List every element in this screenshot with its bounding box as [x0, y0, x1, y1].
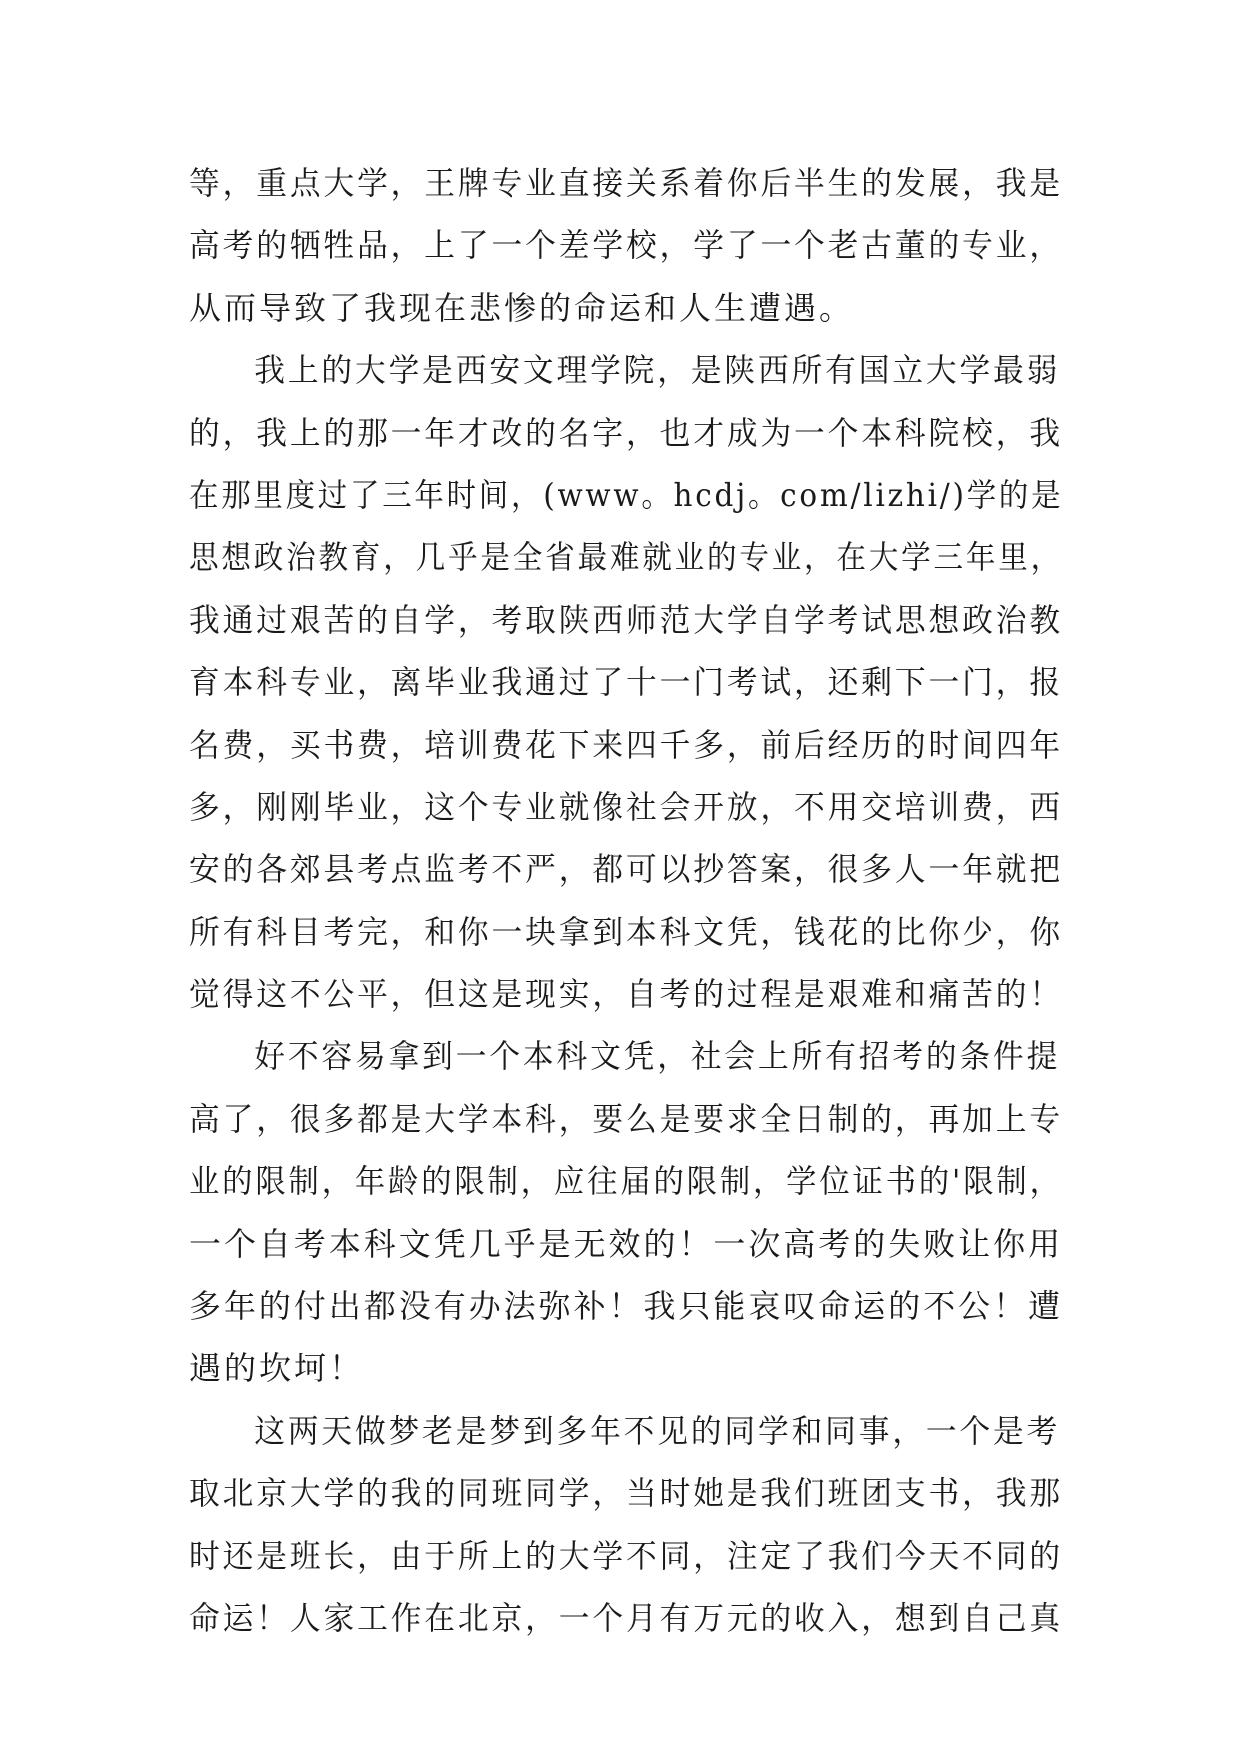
- text-line: 思想政治教育，几乎是全省最难就业的专业，在大学三年里，: [189, 538, 1064, 577]
- text-line: 取北京大学的我的同班同学，当时她是我们班团支书，我那: [189, 1474, 1063, 1513]
- text-line: 业的限制，年龄的限制，应往届的限制，学位证书的'限制，: [189, 1162, 1063, 1201]
- text-line: 安的各郊县考点监考不严，都可以抄答案，很多人一年就把: [189, 850, 1063, 889]
- text-line: 好不容易拿到一个本科文凭，社会上所有招考的条件提: [254, 1037, 1061, 1076]
- text-line: 育本科专业，离毕业我通过了十一门考试，还剩下一门，报: [189, 663, 1063, 702]
- body-text: [189, 152, 1063, 1649]
- text-line: 高了，很多都是大学本科，要么是要求全日制的，再加上专: [189, 1099, 1063, 1138]
- text-line: 多年的付出都没有办法弥补！我只能哀叹命运的不公！遭: [189, 1287, 1064, 1326]
- text-line: 等，重点大学，王牌专业直接关系着你后半生的发展，我是: [189, 164, 1063, 202]
- text-line: 高考的牺牲品，上了一个差学校，学了一个老古董的专业，: [189, 226, 1063, 265]
- text-line: 在那里度过了三年时间，(www。hcdj。com/lizhi/)学的是: [189, 475, 1064, 514]
- text-line: 这两天做梦老是梦到多年不见的同学和同事，一个是考: [254, 1411, 1061, 1450]
- text-line: 命运！人家工作在北京，一个月有万元的收入，想到自己真: [189, 1598, 1063, 1637]
- text-line: 我通过艰苦的自学，考取陕西师范大学自学考试思想政治教: [189, 600, 1063, 639]
- text-line: 所有科目考完，和你一块拿到本科文凭，钱花的比你少，你: [189, 912, 1063, 951]
- text-line: 一个自考本科文凭几乎是无效的！一次高考的失败让你用: [189, 1224, 1064, 1263]
- text-line: 名费，买书费，培训费花下来四千多，前后经历的时间四年: [189, 725, 1063, 764]
- text-line: 我上的大学是西安文理学院，是陕西所有国立大学最弱: [254, 351, 1061, 390]
- text-line: 觉得这不公平，但这是现实，自考的过程是艰难和痛苦的！: [189, 975, 1063, 1014]
- text-line: 多，刚刚毕业，这个专业就像社会开放，不用交培训费，西: [189, 787, 1063, 826]
- text-line: 的，我上的那一年才改的名字，也才成为一个本科院校，我: [189, 413, 1063, 452]
- text-line: 从而导致了我现在悲惨的命运和人生遭遇。: [189, 288, 855, 327]
- text-line: 遇的坎坷！: [189, 1349, 365, 1388]
- text-line: 时还是班长，由于所上的大学不同，注定了我们今天不同的: [189, 1536, 1063, 1575]
